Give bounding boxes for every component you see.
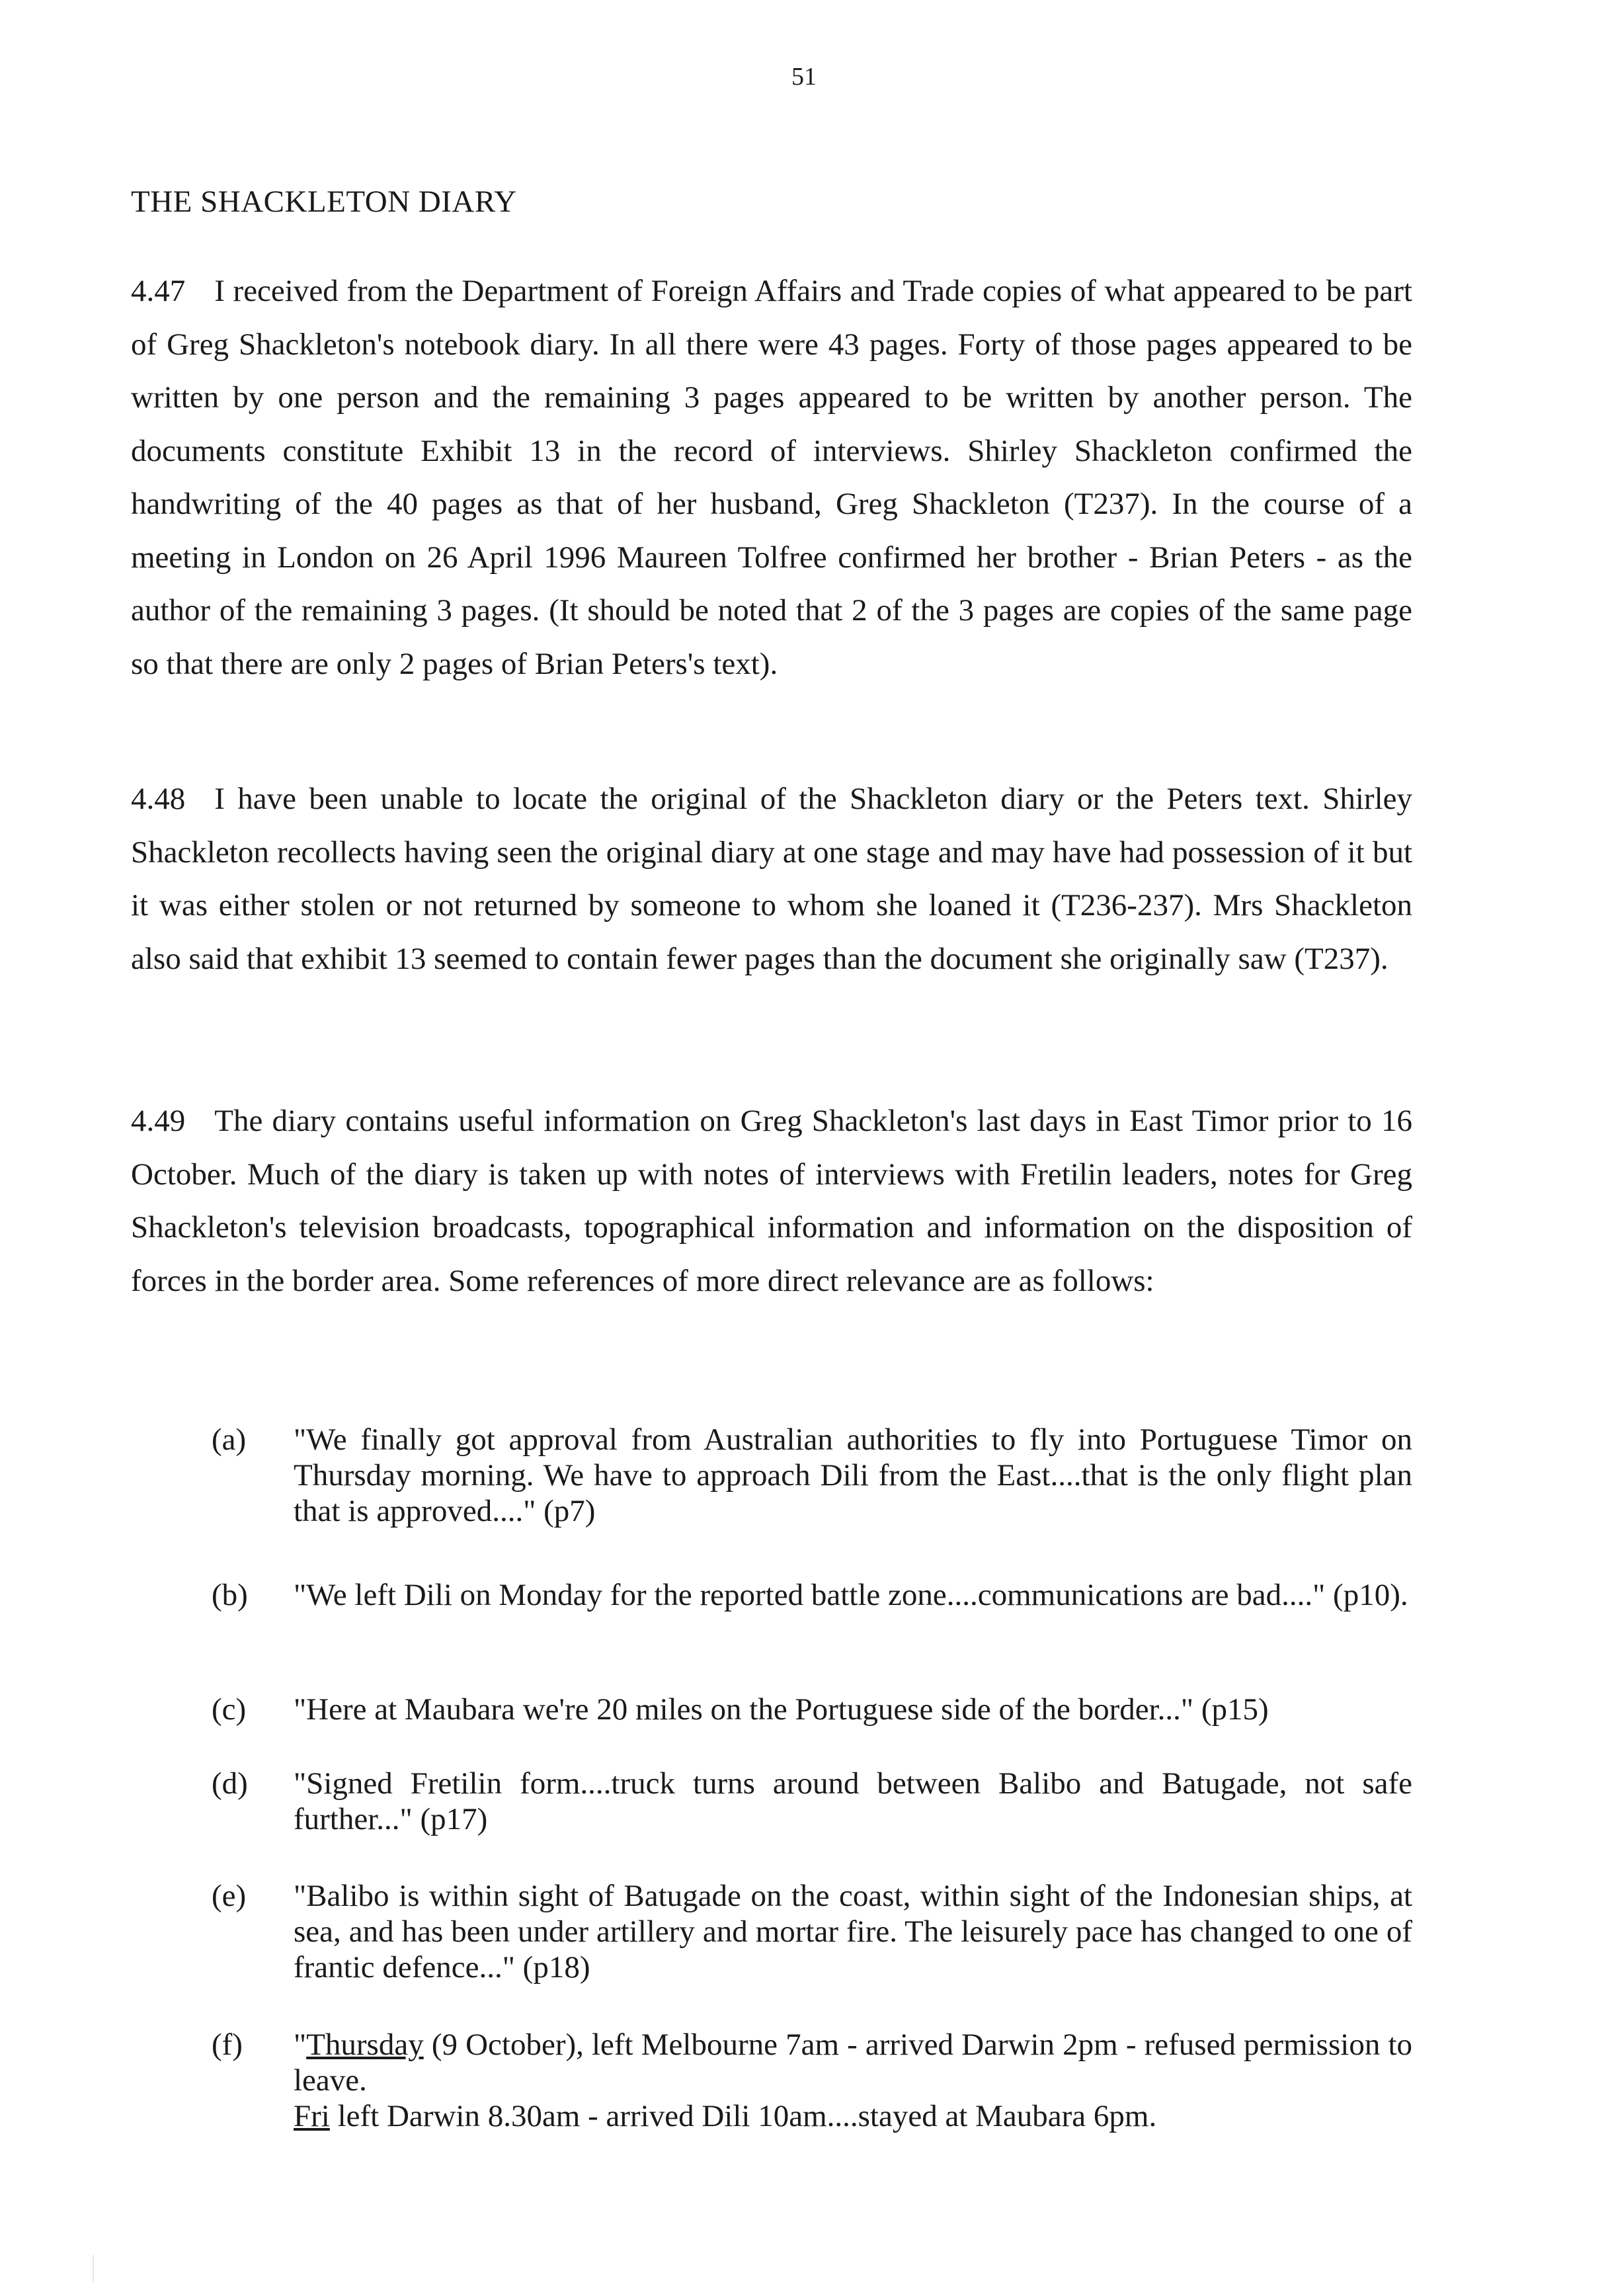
quote-text: "Signed Fretilin form....truck turns around between Balibo and Batugade, not safe further..." (p17)	[294, 1766, 1412, 1836]
paragraph-number: 4.49	[131, 1104, 186, 1138]
quote-label: (b)	[212, 1578, 248, 1612]
quote-text	[294, 2027, 1412, 2134]
quote-text: "We left Dili on Monday for the reported battle zone....communications are bad...." (p10).	[294, 1578, 1408, 1612]
paragraph-text: I have been unable to locate the original of the Shackleton diary or the Peters text. Shirley Shackleton recollects having seen the original diary at one stage and may have had possession of it but it was either stolen or not returned by someone to whom she loaned it (T236-237). Mrs Shackleton also said that exhibit 13 seemed to contain fewer pages than the document she originally saw (T237).	[131, 782, 1412, 976]
quote-text: "Here at Maubara we're 20 miles on the Portuguese side of the border..." (p15)	[294, 1692, 1269, 1727]
underlined-day: Fri	[294, 2099, 330, 2133]
quote-line: left Darwin 8.30am - arrived Dili 10am....stayed at Maubara 6pm.	[329, 2099, 1157, 2133]
quote-label: (a)	[212, 1422, 247, 1457]
page-number: 51	[791, 63, 817, 91]
paragraph-4-47	[131, 265, 1412, 690]
quote-text: "We finally got approval from Australian authorities to fly into Portuguese Timor on Thursday morning. We have to approach Dili from the East....that is the only flight plan that is approved...." (p7)	[294, 1422, 1412, 1528]
underlined-day: Thursday	[306, 2028, 424, 2062]
paragraph-4-48	[131, 772, 1412, 985]
quote-line: (9 October), left Melbourne 7am - arrived Darwin 2pm - refused permission to leave.	[294, 2028, 1412, 2098]
open-quote: "	[294, 2028, 307, 2062]
section-title: THE SHACKLETON DIARY	[131, 184, 517, 219]
scan-mark	[93, 2255, 94, 2281]
paragraph-number: 4.48	[131, 782, 186, 816]
quote-label: (e)	[212, 1879, 247, 1913]
paragraph-text: The diary contains useful information on Greg Shackleton's last days in East Timor prior to 16 October. Much of the diary is taken up with notes of interviews with Fretilin leaders, notes for Greg Shackleton's television broadcasts, topographical information and information on the disposition of forces in the border area. Some references of more direct relevance are as follows:	[131, 1104, 1412, 1298]
quote-label: (f)	[212, 2028, 243, 2062]
quote-label: (d)	[212, 1766, 248, 1801]
paragraph-text: I received from the Department of Foreign Affairs and Trade copies of what appeared to be part of Greg Shackleton's notebook diary. In all there were 43 pages. Forty of those pages appeared to be written by one person and the remaining 3 pages appeared to be written by another person. The documents constitute Exhibit 13 in the record of interviews. Shirley Shackleton confirmed the handwriting of the 40 pages as that of her husband, Greg Shackleton (T237). In the course of a meeting in London on 26 April 1996 Maureen Tolfree confirmed her brother - Brian Peters - as the author of the remaining 3 pages. (It should be noted that 2 of the 3 pages are copies of the same page so that there are only 2 pages of Brian Peters's text).	[131, 274, 1412, 681]
quote-label: (c)	[212, 1692, 247, 1727]
paragraph-number: 4.47	[131, 274, 186, 308]
paragraph-4-49	[131, 1094, 1412, 1307]
quote-text: "Balibo is within sight of Batugade on the coast, within sight of the Indonesian ships, at sea, and has been under artillery and mortar fire. The leisurely pace has changed to one of frantic defence..." (p18)	[294, 1879, 1412, 1985]
